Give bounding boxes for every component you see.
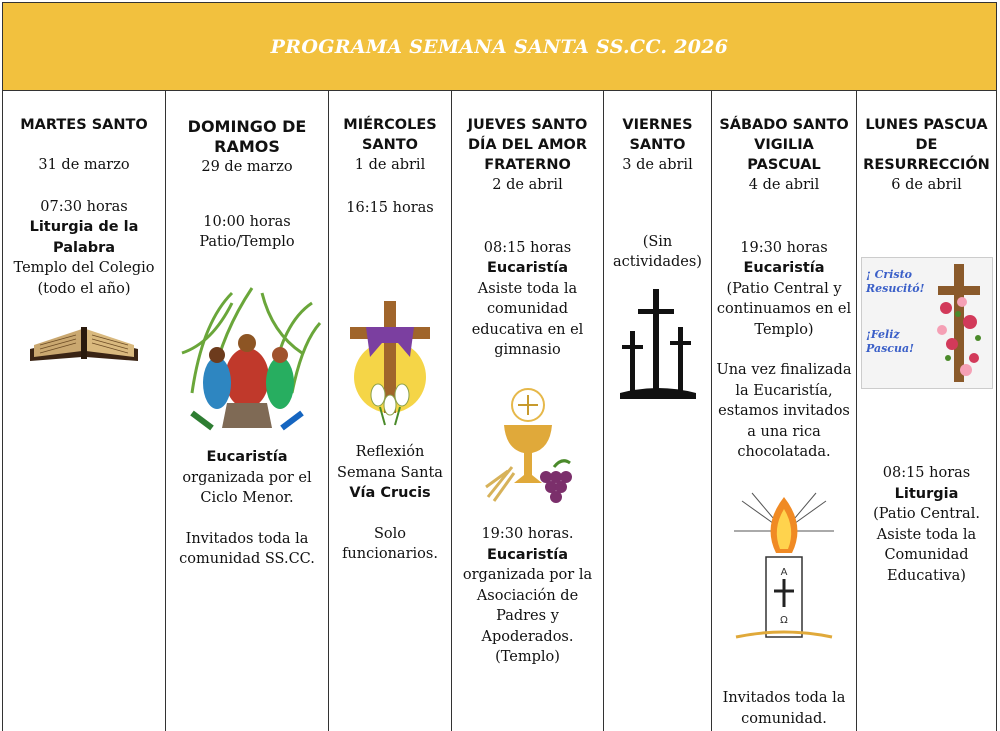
chalice-image (452, 387, 603, 507)
event-organizer: organizada por el Ciclo Menor. (182, 469, 312, 506)
event-reflection: Reflexión Semana Santa (337, 444, 443, 481)
easter-card-image (857, 257, 996, 389)
event-activity: Liturgia (894, 485, 959, 502)
day-date: 1 de abril (354, 157, 426, 173)
day-title: DOMINGO DE RAMOS (187, 117, 307, 156)
schedule-columns (2, 91, 997, 731)
day-date: 2 de abril (492, 177, 563, 193)
day-date: 31 de marzo (38, 157, 130, 173)
day-title: JUEVES SANTO DÍA DEL AMOR FRATERNO (467, 117, 588, 173)
palm-sunday-image (166, 283, 328, 431)
svg-text:A: A (780, 567, 788, 578)
event-activity: Liturgia de la Palabra (29, 219, 139, 256)
event-time: 07:30 horas (40, 198, 128, 215)
event-activity: Eucaristía (486, 260, 569, 276)
event-after: Una vez finalizada la Eucaristía, estamos invitados a una rica chocolatada. (716, 362, 852, 460)
column-martes-santo (3, 91, 166, 731)
column-sabado-santo (712, 91, 857, 731)
day-title: MARTES SANTO (20, 117, 148, 133)
bible-image (3, 307, 165, 365)
event-time: 19:30 horas (740, 239, 828, 256)
event-place: (Patio Central. Asiste toda la Comunidad Educativa) (873, 506, 980, 584)
event-activity: Eucaristía (486, 546, 569, 563)
day-title: SÁBADO SANTO VIGILIA PASCUAL (719, 117, 849, 173)
event-activity: Eucaristía (743, 260, 825, 276)
event-activity: Eucaristía (206, 449, 288, 465)
card-greeting-2: ¡Feliz Pascua! (866, 328, 914, 355)
svg-text:Ω: Ω (780, 615, 788, 626)
cross-lilies-image (329, 297, 451, 427)
card-greeting: ¡ Cristo Resucitó! (866, 268, 925, 295)
event-place: (Patio Central y continuamos en el Templo) (716, 280, 852, 338)
day-title: MIÉRCOLES SANTO (343, 117, 437, 153)
event-description: organizada por la Asociación de Padres y Apoderados. (Templo) (462, 567, 593, 665)
event-place: Patio/Templo (199, 234, 295, 250)
column-lunes-pascua (857, 91, 997, 731)
event-note: Solo funcionarios. (342, 525, 438, 562)
column-miercoles-santo (329, 91, 452, 731)
page-title: PROGRAMA SEMANA SANTA SS.CC. 2026 (270, 35, 729, 58)
column-jueves-santo (452, 91, 604, 731)
event-note: (Sin actividades) (613, 233, 702, 270)
paschal-candle-image (712, 491, 856, 641)
event-time: 16:15 horas (346, 199, 434, 216)
event-invite: Invitados toda la comunidad SS.CC. (179, 530, 315, 567)
event-time: 10:00 horas (203, 213, 291, 230)
event-activity: Vía Crucis (349, 485, 431, 501)
day-date: 3 de abril (622, 157, 693, 173)
event-time: 19:30 horas. (481, 526, 574, 542)
header-banner (2, 2, 997, 91)
event-invite: Invitados toda la comunidad. (722, 690, 846, 727)
column-domingo-ramos (166, 91, 329, 731)
event-place: Templo del Colegio (todo el año) (13, 260, 155, 297)
day-title: VIERNES SANTO (622, 117, 693, 153)
day-title: LUNES PASCUA DE RESURRECCIÓN (863, 117, 990, 173)
event-time: 08:15 horas (483, 239, 572, 256)
day-date: 4 de abril (748, 177, 820, 193)
column-viernes-santo (604, 91, 712, 731)
day-date: 29 de marzo (201, 159, 293, 175)
event-time: 08:15 horas (882, 465, 971, 481)
three-crosses-icon (604, 287, 711, 399)
day-date: 6 de abril (891, 177, 962, 193)
event-description: Asiste toda la comunidad educativa en el gimnasio (471, 280, 584, 358)
